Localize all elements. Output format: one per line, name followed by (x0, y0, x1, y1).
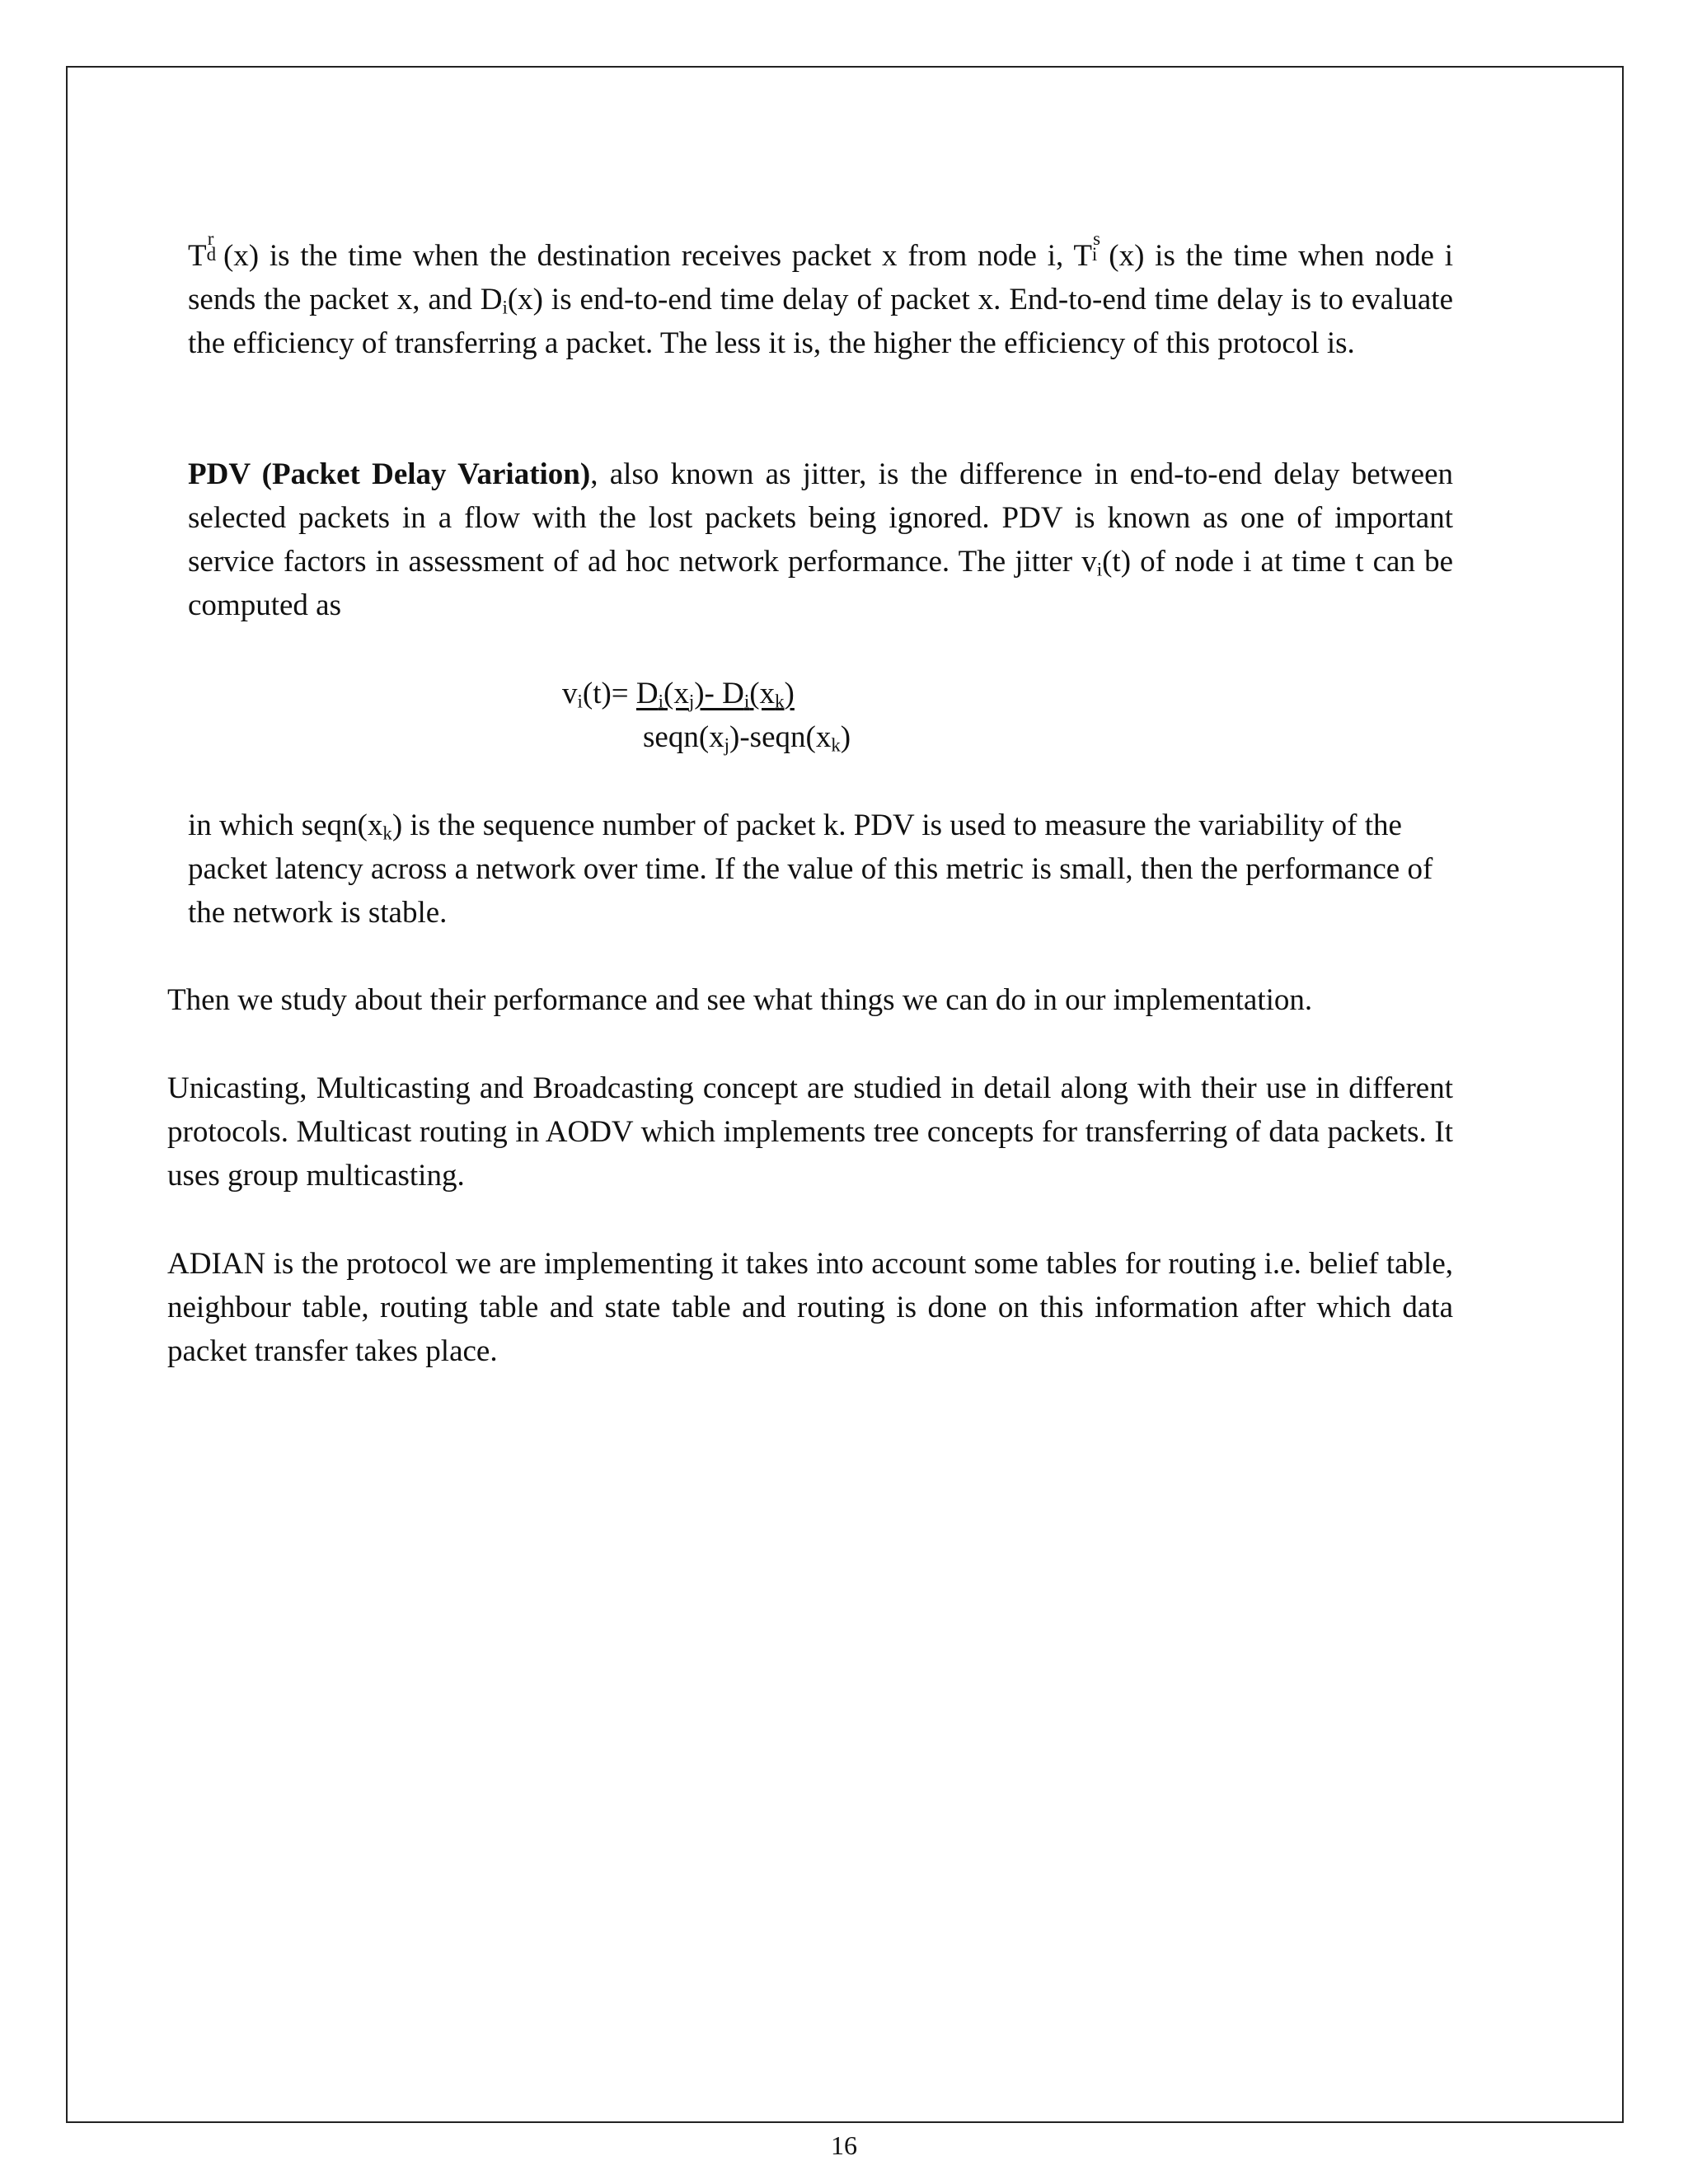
subscript: i (1096, 559, 1103, 580)
formula-numerator: $D_i(x_j)-$ $D_i(x_k)$ (635, 677, 795, 712)
jitter-formula-numerator-line: $v_i(t)= D_i(x_j)-$ $D_i(x_k)$ (562, 677, 795, 712)
subsup-ti-s: s i (1091, 228, 1100, 265)
text-span: (x) is end-to-end time delay of packet x. End-to-end time delay is to evaluate the efficiency of transferring a packet. The less it is, the higher the efficiency of this protocol is. (188, 283, 1453, 360)
text-span: ) is the sequence number of packet k. PDV is used to measure the variability of the packet latency across a network over time. If the value of this metric is small, then the performance of the network is stable. (188, 808, 1433, 930)
page-number: 16 (831, 2130, 857, 2160)
paragraph-casting-concepts: Unicasting, Multicasting and Broadcasting concept are studied in detail along with their use in different protocols. Multicast routing in AODV which implements tree concepts for transferring of data packets. It uses group multicasting. (167, 1071, 1453, 1193)
paragraph-delay-definition (188, 228, 1453, 365)
subscript: k (382, 823, 392, 844)
paragraph-performance-study: Then we study about their performance and see what things we can do in our implementation. (167, 983, 1313, 1017)
formula-denominator: $seqn(x_j)-seqn(x_k)$ (643, 720, 851, 756)
subscript: i (502, 297, 508, 318)
text-span: in which seqn(x (188, 808, 383, 842)
text-span: (t) of node i at time t can be computed as (188, 545, 1453, 622)
paragraph-seqn (188, 804, 1453, 935)
text-span: , also known as jitter, is the difference in end-to-end delay between selected packets in a flow with the lost packets being ignored. PDV is known as one of important service factors in assessment of ad hoc network performance. The jitter v (188, 457, 1454, 579)
text-span: T (188, 239, 207, 273)
paragraph-adian: ADIAN is the protocol we are implementing it takes into account some tables for routing i.e. belief table, neighbour table, routing table and state table and routing is done on this information after which data packet transfer takes place. (167, 1247, 1453, 1368)
pdv-term: PDV (Packet Delay Variation) (188, 457, 591, 491)
paragraph-pdv (188, 452, 1453, 627)
text-span: (x) is the time when the destination receives packet x from node i, T (223, 239, 1092, 273)
text-span: (x) is the time when node i sends the packet x, and D (188, 239, 1453, 316)
subsup-td-r: r d (206, 228, 217, 265)
